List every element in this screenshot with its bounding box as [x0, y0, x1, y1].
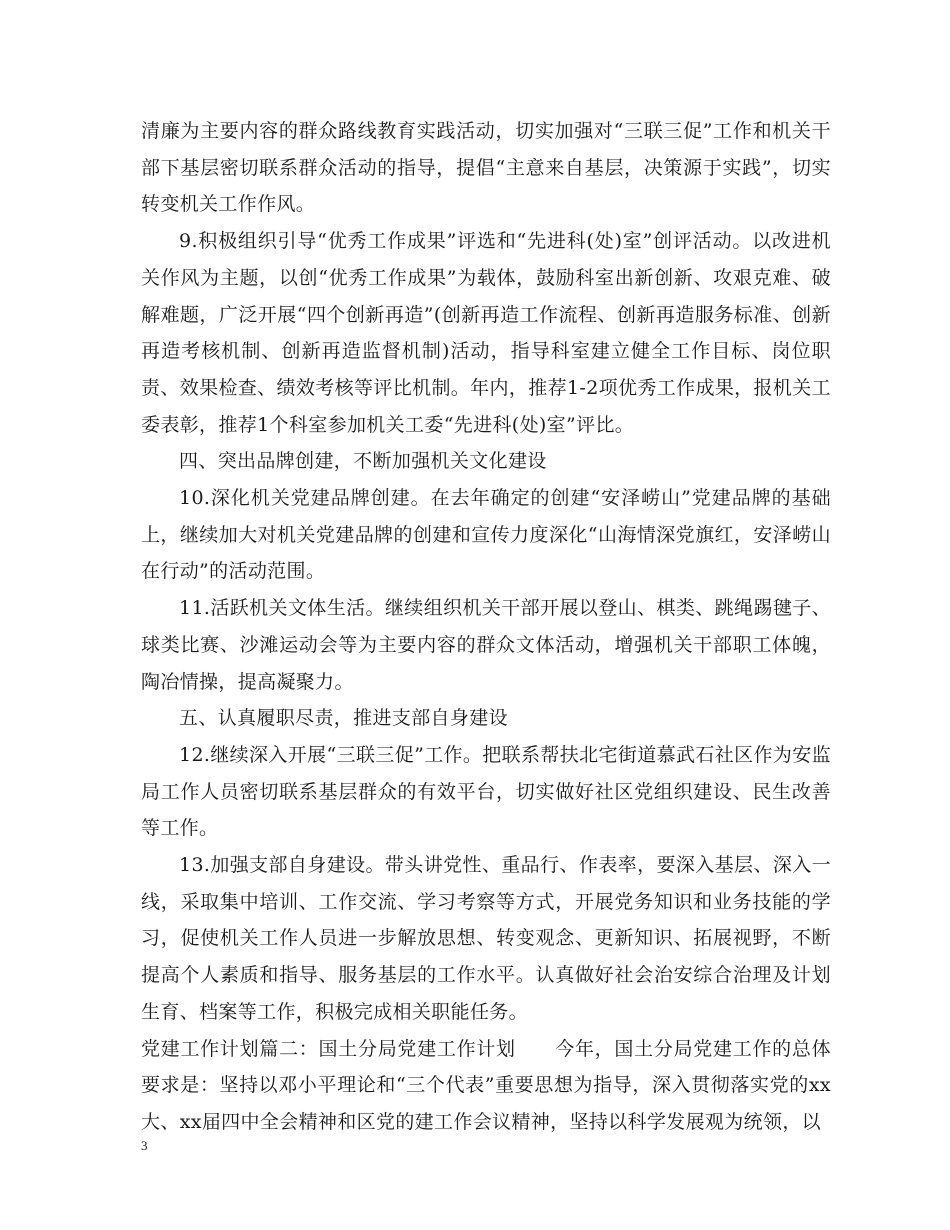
page-number: 3 — [141, 1138, 148, 1153]
paragraph-item-11: 11.活跃机关文体生活。继续组织机关干部开展以登山、棋类、跳绳踢毽子、球类比赛、沙滩运动会等为主要内容的群众文体活动，增强机关干部职工体魄，陶冶情操，提高凝聚力。 — [141, 597, 831, 693]
paragraph-next-article: 党建工作计划篇二：国土分局党建工作计划 今年，国土分局党建工作的总体要求是：坚持以邓小平理论和“三个代表”重要思想为指导，深入贯彻落实党的xx大、xx届四中全会精神和区党的建工作会议精神，坚持以科学发展观为统领，以 — [141, 1037, 831, 1133]
document-body — [141, 113, 831, 1141]
paragraph-item-12: 12.继续深入开展“三联三促”工作。把联系帮扶北宅街道慕武石社区作为安监局工作人员密切联系基层群众的有效平台，切实做好社区党组织建设、民生改善等工作。 — [141, 743, 831, 840]
section-heading-5: 五、认真履职尽责，推进支部自身建设 — [179, 707, 508, 730]
paragraph-item-13: 13.加强支部自身建设。带头讲党性、重品行、作表率，要深入基层、深入一线，采取集中培训、工作交流、学习考察等方式，开展党务知识和业务技能的学习，促使机关工作人员进一步解放思想、转变观念、更新知识、拓展视野，不断提高个人素质和指导、服务基层的工作水平。认真做好社会治安综合治理及计划生育、档案等工作，积极完成相关职能任务。 — [141, 854, 831, 1023]
paragraph-item-10: 10.深化机关党建品牌创建。在去年确定的创建“安泽崂山”党建品牌的基础上，继续加大对机关党建品牌的创建和宣传力度深化“山海情深党旗红，安泽崂山在行动”的活动范围。 — [141, 487, 831, 583]
paragraph-item-9: 9.积极组织引导“优秀工作成果”评选和“先进科(处)室”创评活动。以改进机关作风为主题，以创“优秀工作成果”为载体，鼓励科室出新创新、攻艰克难、破解难题，广泛开展“四个创新再造”(创新再造工作流程、创新再造服务标准、创新再造考核机制、创新再造监督机制)活动，指导科室建立健全工作目标、岗位职责、效果检查、绩效考核等评比机制。年内，推荐1-2项优秀工作成果，报机关工委表彰，推荐1个科室参加机关工委“先进科(处)室”评比。 — [141, 230, 831, 436]
paragraph-continuation: 清廉为主要内容的群众路线教育实践活动，切实加强对“三联三促”工作和机关干部下基层密切联系群众活动的指导，提倡“主意来自基层，决策源于实践”，切实转变机关工作作风。 — [141, 120, 831, 216]
section-heading-4: 四、突出品牌创建，不断加强机关文化建设 — [179, 450, 547, 473]
